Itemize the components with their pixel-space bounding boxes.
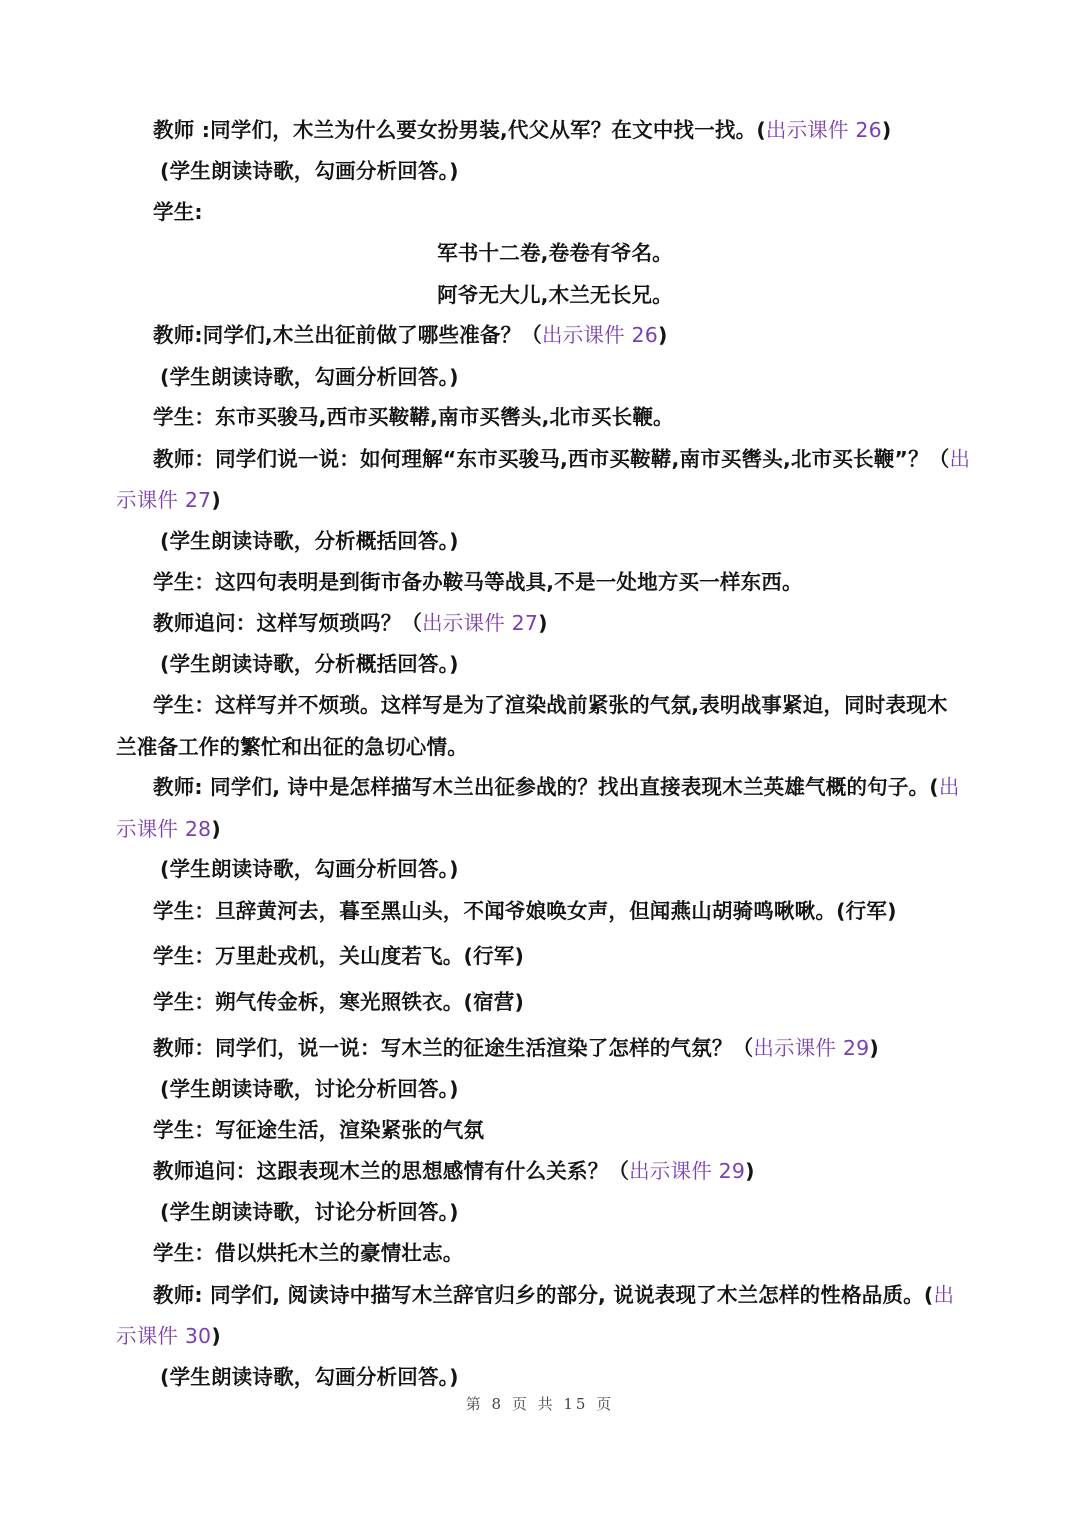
teacher-question-line: 教师:同学们,木兰出征前做了哪些准备？（出示课件 26) (153, 323, 668, 347)
student-action-line: (学生朗读诗歌，讨论分析回答。) (160, 1077, 459, 1101)
teacher-question-line: 教师: 同学们, 诗中是怎样描写木兰出征参战的？找出直接表现木兰英雄气概的句子。(出 (153, 775, 960, 799)
student-answer-line: 学生：这四句表明是到街市备办鞍马等战具,不是一处地方买一样东西。 (153, 570, 803, 594)
teacher-question-line-cont: 示课件 30) (116, 1324, 221, 1348)
teacher-question-line: 教师: 同学们, 阅读诗中描写木兰辞官归乡的部分, 说说表现了木兰怎样的性格品质。(出 (153, 1283, 955, 1307)
student-action-line: (学生朗读诗歌，勾画分析回答。) (160, 365, 459, 389)
teacher-question-line-cont: 示课件 27) (116, 488, 221, 512)
student-answer-line: 学生：朔气传金柝，寒光照铁衣。(宿营) (153, 990, 525, 1014)
teacher-question-line: 教师：同学们，说一说：写木兰的征途生活渲染了怎样的气氛？（出示课件 29) (153, 1036, 879, 1060)
teacher-question-line: 教师 :同学们，木兰为什么要女扮男装,代父从军？在文中找一找。(出示课件 26) (153, 118, 892, 142)
student-answer-line: 学生: (153, 200, 203, 224)
student-action-line: (学生朗读诗歌，分析概括回答。) (160, 652, 459, 676)
courseware-link[interactable]: 出示课件 27 (422, 611, 539, 635)
courseware-link[interactable]: 出示课件 26 (542, 323, 659, 347)
courseware-link[interactable]: 出 (938, 775, 960, 799)
courseware-link[interactable]: 出示课件 29 (629, 1159, 746, 1183)
student-answer-line-cont: 兰准备工作的繁忙和出征的急切心情。 (116, 735, 468, 759)
courseware-link[interactable]: 示课件 30 (116, 1324, 212, 1348)
courseware-link[interactable]: 出 (933, 1283, 955, 1307)
student-answer-line: 学生：写征途生活，渲染紧张的气氛 (153, 1118, 485, 1142)
student-action-line: (学生朗读诗歌，分析概括回答。) (160, 529, 459, 553)
courseware-link[interactable]: 示课件 28 (116, 817, 212, 841)
student-answer-line: 学生：万里赴戎机，关山度若飞。(行军) (153, 944, 525, 968)
student-answer-line: 学生：这样写并不烦琐。这样写是为了渲染战前紧张的气氛,表明战事紧迫，同时表现木 (153, 693, 948, 717)
teacher-question-line-cont: 示课件 28) (116, 817, 221, 841)
courseware-link[interactable]: 出 (949, 447, 971, 471)
teacher-question-line: 教师追问：这样写烦琐吗？（出示课件 27) (153, 611, 548, 635)
student-action-line: (学生朗读诗歌，勾画分析回答。) (160, 1365, 459, 1389)
courseware-link[interactable]: 示课件 27 (116, 488, 212, 512)
courseware-link[interactable]: 出示课件 29 (753, 1036, 870, 1060)
poem-line: 军书十二卷,卷卷有爷名。 (437, 241, 673, 265)
courseware-link[interactable]: 出示课件 26 (765, 118, 882, 142)
page-footer: 第 8 页 共 15 页 (465, 1395, 615, 1413)
student-action-line: (学生朗读诗歌，勾画分析回答。) (160, 857, 459, 881)
student-action-line: (学生朗读诗歌，勾画分析回答。) (160, 159, 459, 183)
student-answer-line: 学生：借以烘托木兰的豪情壮志。 (153, 1241, 464, 1265)
student-answer-line: 学生：东市买骏马,西市买鞍鞯,南市买辔头,北市买长鞭。 (153, 405, 674, 429)
poem-line: 阿爷无大儿,木兰无长兄。 (437, 283, 673, 307)
teacher-question-line: 教师：同学们说一说：如何理解“东市买骏马,西市买鞍鞯,南市买辔头,北市买长鞭”？（出 (153, 447, 971, 471)
student-action-line: (学生朗读诗歌，讨论分析回答。) (160, 1200, 459, 1224)
teacher-question-line: 教师追问：这跟表现木兰的思想感情有什么关系？（出示课件 29) (153, 1159, 755, 1183)
student-answer-line: 学生：旦辞黄河去，暮至黑山头，不闻爷娘唤女声，但闻燕山胡骑鸣啾啾。(行军) (153, 899, 897, 923)
